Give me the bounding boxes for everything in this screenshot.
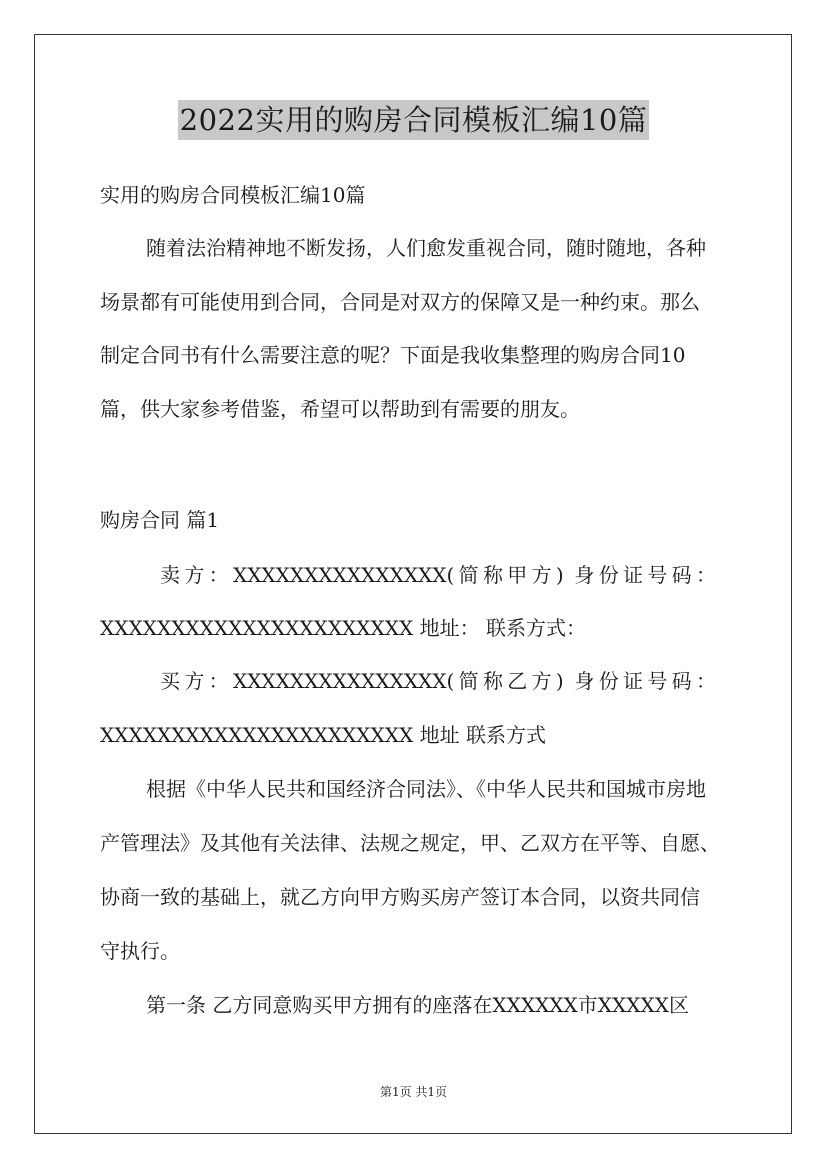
buyer-line-2: XXXXXXXXXXXXXXXXXXXXXX 地址 联系方式	[100, 723, 546, 747]
intro-line-2: 场景都有可能使用到合同，合同是对双方的保障又是一种约束。那么	[100, 290, 700, 314]
title-wrap	[0, 100, 827, 140]
subtitle: 实用的购房合同模板汇编10篇	[100, 183, 366, 207]
article-1: 第一条 乙方同意购买甲方拥有的座落在XXXXXX市XXXXX区	[146, 993, 689, 1017]
intro-line-3: 制定合同书有什么需要注意的呢？下面是我收集整理的购房合同10	[100, 343, 686, 367]
basis-line-1: 根据《中华人民共和国经济合同法》、《中华人民共和国城市房地	[146, 777, 706, 801]
intro-line-4: 篇，供大家参考借鉴，希望可以帮助到有需要的朋友。	[100, 397, 580, 421]
basis-line-2: 产管理法》及其他有关法律、法规之规定，甲、乙双方在平等、自愿、	[100, 831, 720, 855]
basis-line-3: 协商一致的基础上，就乙方向甲方购买房产签订本合同，以资共同信	[100, 885, 700, 909]
seller-line-2: XXXXXXXXXXXXXXXXXXXXXX 地址： 联系方式：	[100, 616, 586, 640]
basis-line-4: 守执行。	[100, 939, 180, 963]
intro-line-1: 随着法治精神地不断发扬，人们愈发重视合同，随时随地，各种	[146, 236, 706, 260]
document-title: 2022实用的购房合同模板汇编10篇	[178, 100, 650, 140]
section-heading: 购房合同 篇1	[100, 508, 220, 532]
page-footer: 第1页 共1页	[379, 1085, 448, 1099]
buyer-line-1: 买方：XXXXXXXXXXXXXXX(简称乙方) 身份证号码：	[160, 669, 716, 693]
seller-line-1: 卖方：XXXXXXXXXXXXXXX(简称甲方) 身份证号码：	[160, 563, 716, 587]
